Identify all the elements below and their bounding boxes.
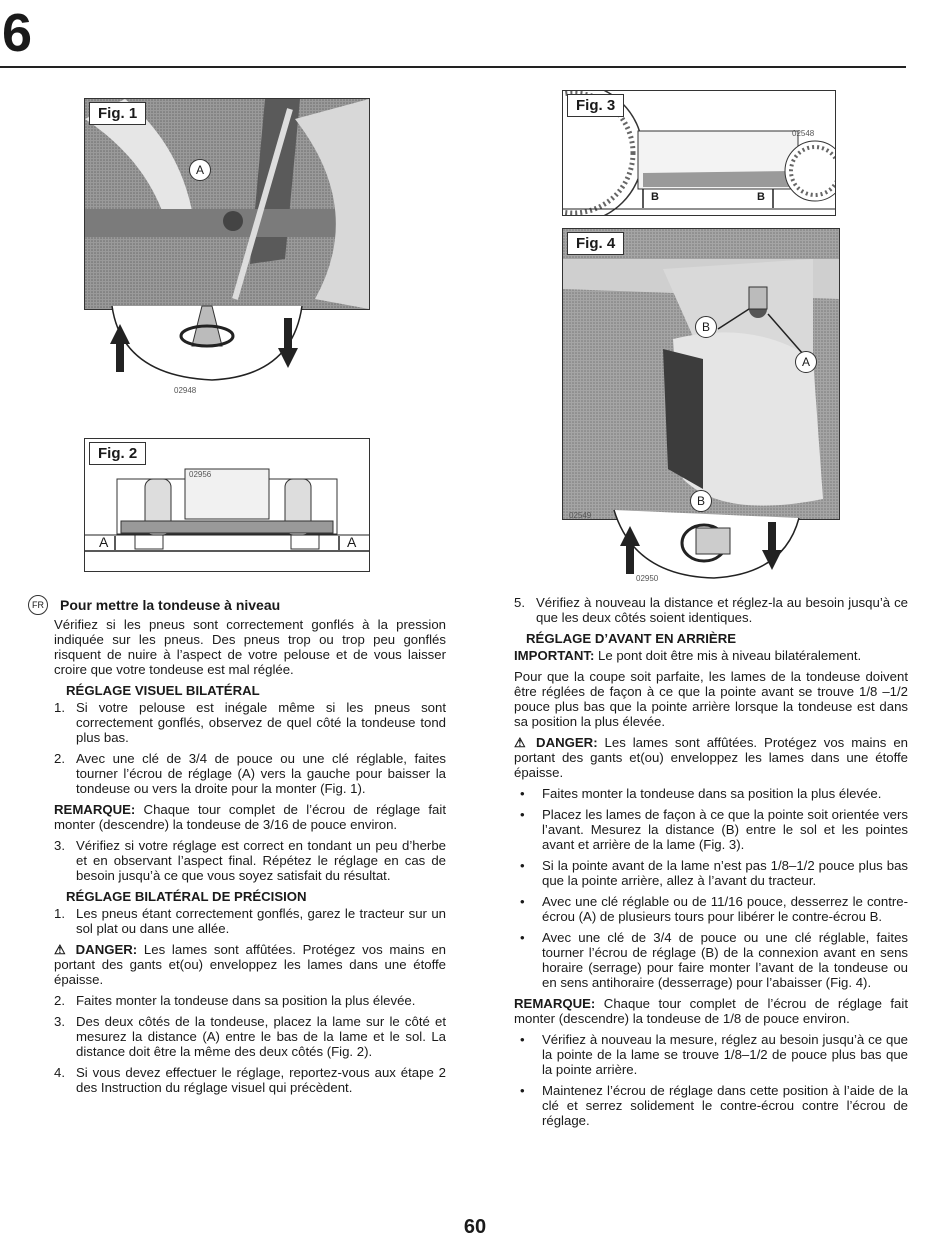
steps-precision-cont xyxy=(54,993,446,1095)
figure-3-marker-b2: B xyxy=(757,191,765,203)
figure-3 xyxy=(562,90,836,216)
section-title: Pour mettre la tondeuse à niveau xyxy=(60,596,281,613)
figure-4-illustration xyxy=(563,229,839,519)
step-number: 1. xyxy=(54,700,65,715)
figure-2-label: Fig. 2 xyxy=(89,442,146,465)
bullet-text: Placez les lames de façon à ce que la pointe soit orientée vers l’avant. Mesurez la distance (B) entre le sol et les pointes avant et arrière de la lame (Fig. 3). xyxy=(542,807,908,852)
bullet-symbol: • xyxy=(520,1032,525,1047)
chapter-number: 6 xyxy=(2,3,33,63)
bullet-item xyxy=(514,858,908,888)
step-number: 4. xyxy=(54,1065,65,1080)
step-item xyxy=(54,1065,446,1095)
figure-1-code: 02948 xyxy=(174,386,197,395)
step-text: Faites monter la tondeuse dans sa position la plus élevée. xyxy=(76,993,416,1008)
heading-precision-adjustment: RÉGLAGE BILATÉRAL DE PRÉCISION xyxy=(66,889,307,904)
note-label: REMARQUE: xyxy=(54,802,136,817)
figure-4-label: Fig. 4 xyxy=(567,232,624,255)
bullet-text: Vérifiez à nouveau la mesure, réglez au besoin jusqu’à ce que la pointe de la lame se trouve 1/8–1/2 de pouce plus bas que la pointe arrière. xyxy=(542,1032,908,1077)
steps-precision xyxy=(54,906,446,936)
bullet-symbol: • xyxy=(520,858,525,873)
note-label: REMARQUE: xyxy=(514,996,596,1011)
important-text: Le pont doit être mis à niveau bilatéralement. xyxy=(594,648,862,663)
step-text: Vérifiez à nouveau la distance et réglez-la au besoin jusqu’à ce que les deux côtés soient identiques. xyxy=(536,595,908,625)
step-number: 2. xyxy=(54,993,65,1008)
note-paragraph xyxy=(54,802,446,832)
step-number: 1. xyxy=(54,906,65,921)
bullet-item xyxy=(514,786,908,801)
step-number: 3. xyxy=(54,838,65,853)
bullet-item xyxy=(514,1083,908,1128)
note-text: Chaque tour complet de l’écrou de réglage fait monter (descendre) la tondeuse de 3/16 de pouce environ. xyxy=(54,802,446,832)
figure-2-right-marker: A xyxy=(347,534,357,550)
important-paragraph xyxy=(514,648,908,663)
step-text: Si vous devez effectuer le réglage, reportez-vous aux étape 2 des Instruction du réglage visuel qui précèdent. xyxy=(76,1065,446,1095)
step-item xyxy=(54,751,446,796)
step-text: Avec une clé de 3/4 de pouce ou une clé réglable, faites tourner l’écrou de réglage (A) vers la gauche pour baisser la tondeuse ou vers la droite pour la monter (Fig. 1). xyxy=(76,751,446,796)
heading-front-rear-adjustment: RÉGLAGE D’AVANT EN ARRIÈRE xyxy=(526,631,737,646)
bullet-symbol: • xyxy=(520,1083,525,1098)
figure-4-code-top: 02549 xyxy=(569,511,592,520)
important-label: IMPORTANT: xyxy=(514,648,595,663)
bullets-adjust xyxy=(514,786,908,990)
figure-2-left-marker: A xyxy=(99,534,109,550)
figure-3-code: 02548 xyxy=(792,129,815,138)
right-column xyxy=(514,595,908,1134)
bullet-item xyxy=(514,807,908,852)
figure-3-marker-b1: B xyxy=(651,191,659,203)
figure-1-illustration xyxy=(85,99,369,309)
step-5 xyxy=(514,595,908,625)
step-text: Vérifiez si votre réglage est correct en tondant un peu d’herbe et en observant l’aspect final. Répétez le réglage en cas de besoin jusqu’à ce que vous soyez satisfait du résultat. xyxy=(76,838,446,883)
figure-4-callout-b: B xyxy=(695,316,717,338)
step-text: Les pneus étant correctement gonflés, garez le tracteur sur un sol plat ou dans une allée. xyxy=(76,906,446,936)
step-text: Si votre pelouse est inégale même si les pneus sont correctement gonflés, observez de quel côté la tondeuse tond plus bas. xyxy=(76,700,446,745)
step-item xyxy=(54,1014,446,1059)
danger-label: ⚠ DANGER: xyxy=(54,942,138,957)
figure-1-label: Fig. 1 xyxy=(89,102,146,125)
bullet-item xyxy=(514,930,908,990)
step-item xyxy=(54,700,446,745)
bullet-text: Avec une clé réglable ou de 11/16 pouce, desserrez le contre-écrou (A) de plusieurs tours pour libérer le contre-écrou B. xyxy=(542,894,908,924)
step-number: 3. xyxy=(54,1014,65,1029)
bullet-text: Avec une clé de 3/4 de pouce ou une clé réglable, faites tourner l’écrou de réglage (B) de la connexion avant en sens horaire (serrage) pour faire monter l’avant de la tondeuse ou en sens antihoraire (desserrage) pour l’abaisser (Fig. 4). xyxy=(542,930,908,990)
figure-1-callout-a: A xyxy=(189,159,211,181)
step-number: 2. xyxy=(54,751,65,766)
figure-2 xyxy=(84,438,370,572)
bullet-symbol: • xyxy=(520,930,525,945)
intro-paragraph: Vérifiez si les pneus sont correctement gonflés à la pression indiquée sur les pneus. Des pneus trop ou trop peu gonflés risquent de nuire à l’aspect de votre pelouse et de vous laisser croire que votre tondeuse est mal réglée. xyxy=(54,617,446,677)
danger-paragraph-right xyxy=(514,735,908,780)
figure-1-detail-inset xyxy=(92,296,322,396)
figure-2-code: 02956 xyxy=(189,470,212,479)
danger-paragraph xyxy=(54,942,446,987)
bullet-item xyxy=(514,894,908,924)
bullet-text: Si la pointe avant de la lame n’est pas 1/8–1/2 pouce plus bas que la pointe arrière, allez à l’avant du tracteur. xyxy=(542,858,908,888)
header-rule xyxy=(0,66,906,68)
bullets-final xyxy=(514,1032,908,1128)
bullet-text: Faites monter la tondeuse dans sa position la plus élevée. xyxy=(542,786,882,801)
page-number: 60 xyxy=(463,1216,487,1238)
figure-3-label: Fig. 3 xyxy=(567,94,624,117)
left-column xyxy=(32,595,446,1101)
figure-4-callout-a: A xyxy=(795,351,817,373)
danger-text: Les lames sont affûtées. Protégez vos mains en portant des gants et(ou) enveloppez les lames dans une étoffe épaisse. xyxy=(514,735,908,780)
step-item xyxy=(54,906,446,936)
bullet-symbol: • xyxy=(520,894,525,909)
figure-4-callout-b2: B xyxy=(690,490,712,512)
step-item xyxy=(54,838,446,883)
figure-1 xyxy=(84,98,370,310)
step-item xyxy=(54,993,446,1008)
bullet-item xyxy=(514,1032,908,1077)
section-heading xyxy=(32,595,446,615)
bullet-symbol: • xyxy=(520,786,525,801)
steps-visual-cont xyxy=(54,838,446,883)
bullet-symbol: • xyxy=(520,807,525,822)
step-number: 5. xyxy=(514,595,525,610)
step-text: Des deux côtés de la tondeuse, placez la lame sur le côté et mesurez la distance (A) entre le bas de la lame et le sol. La distance doit être la même des deux côtés (Fig. 2). xyxy=(76,1014,446,1059)
steps-visual xyxy=(54,700,446,796)
language-badge: FR xyxy=(28,595,48,615)
figure-4 xyxy=(562,228,840,520)
note-text: Chaque tour complet de l’écrou de réglage fait monter (descendre) la tondeuse de 1/8 de pouce environ. xyxy=(514,996,908,1026)
danger-label: ⚠ DANGER: xyxy=(514,735,598,750)
note-paragraph-right xyxy=(514,996,908,1026)
blade-paragraph: Pour que la coupe soit parfaite, les lames de la tondeuse doivent être réglées de façon à ce que la pointe avant se trouve 1/8 –1/2 pouce plus bas que la pointe arrière lorsque la tondeuse est dans sa position la plus élevée. xyxy=(514,669,908,729)
heading-visual-adjustment: RÉGLAGE VISUEL BILATÉRAL xyxy=(66,683,260,698)
bullet-text: Maintenez l’écrou de réglage dans cette position à l’aide de la clé et serrez solidement le contre-écrou contre l’écrou de réglage. xyxy=(542,1083,908,1128)
danger-text: Les lames sont affûtées. Protégez vos mains en portant des gants et(ou) enveloppez les lames dans une étoffe épaisse. xyxy=(54,942,446,987)
figure-4-code-bottom: 02950 xyxy=(636,574,659,583)
